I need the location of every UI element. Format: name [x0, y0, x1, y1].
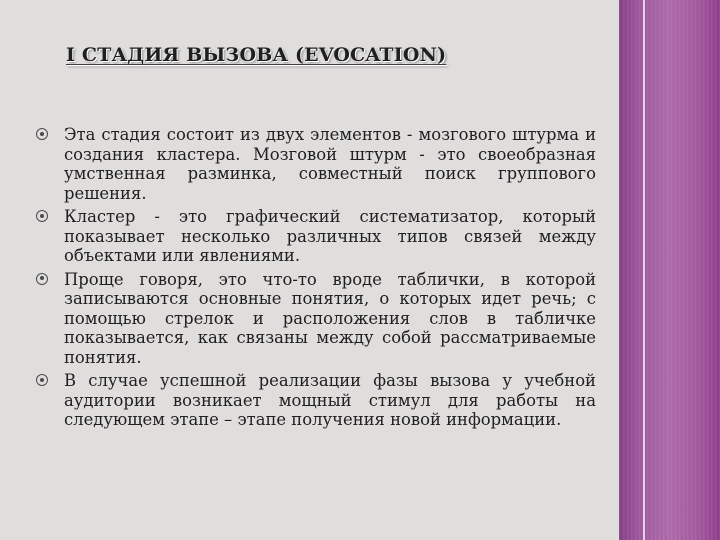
slide-title: I СТАДИЯ ВЫЗОВА (EVOCATION): [66, 44, 447, 66]
list-item: [36, 270, 596, 368]
sidebar-divider: [643, 0, 645, 540]
decorative-sidebar: [619, 0, 720, 540]
list-item: [36, 371, 596, 430]
circle-dot-icon: [36, 374, 48, 386]
circle-dot-icon: [36, 273, 48, 285]
bullet-text: Эта стадия состоит из двух элементов - мозгового штурма и создания кластера. Мозговой штурм - это своеобразная умственная разминка, совместный поиск группового решения.: [64, 125, 596, 203]
list-item: [36, 125, 596, 203]
bullet-text: Проще говоря, это что-то вроде таблички, в которой записываются основные понятия, о которых идет речь; с помощью стрелок и расположения слов в табличке показывается, как связаны между собой рассматриваемые понятия.: [64, 269, 596, 367]
bullet-list: [36, 125, 596, 434]
list-item: [36, 207, 596, 266]
circle-dot-icon: [36, 210, 48, 222]
bullet-text: В случае успешной реализации фазы вызова у учебной аудитории возникает мощный стимул для работы на следующем этапе – этапе получения новой информации.: [64, 371, 596, 429]
bullet-text: Кластер - это графический систематизатор, который показывает несколько различных типов связей между объектами или явлениями.: [64, 207, 596, 265]
circle-dot-icon: [36, 128, 48, 140]
